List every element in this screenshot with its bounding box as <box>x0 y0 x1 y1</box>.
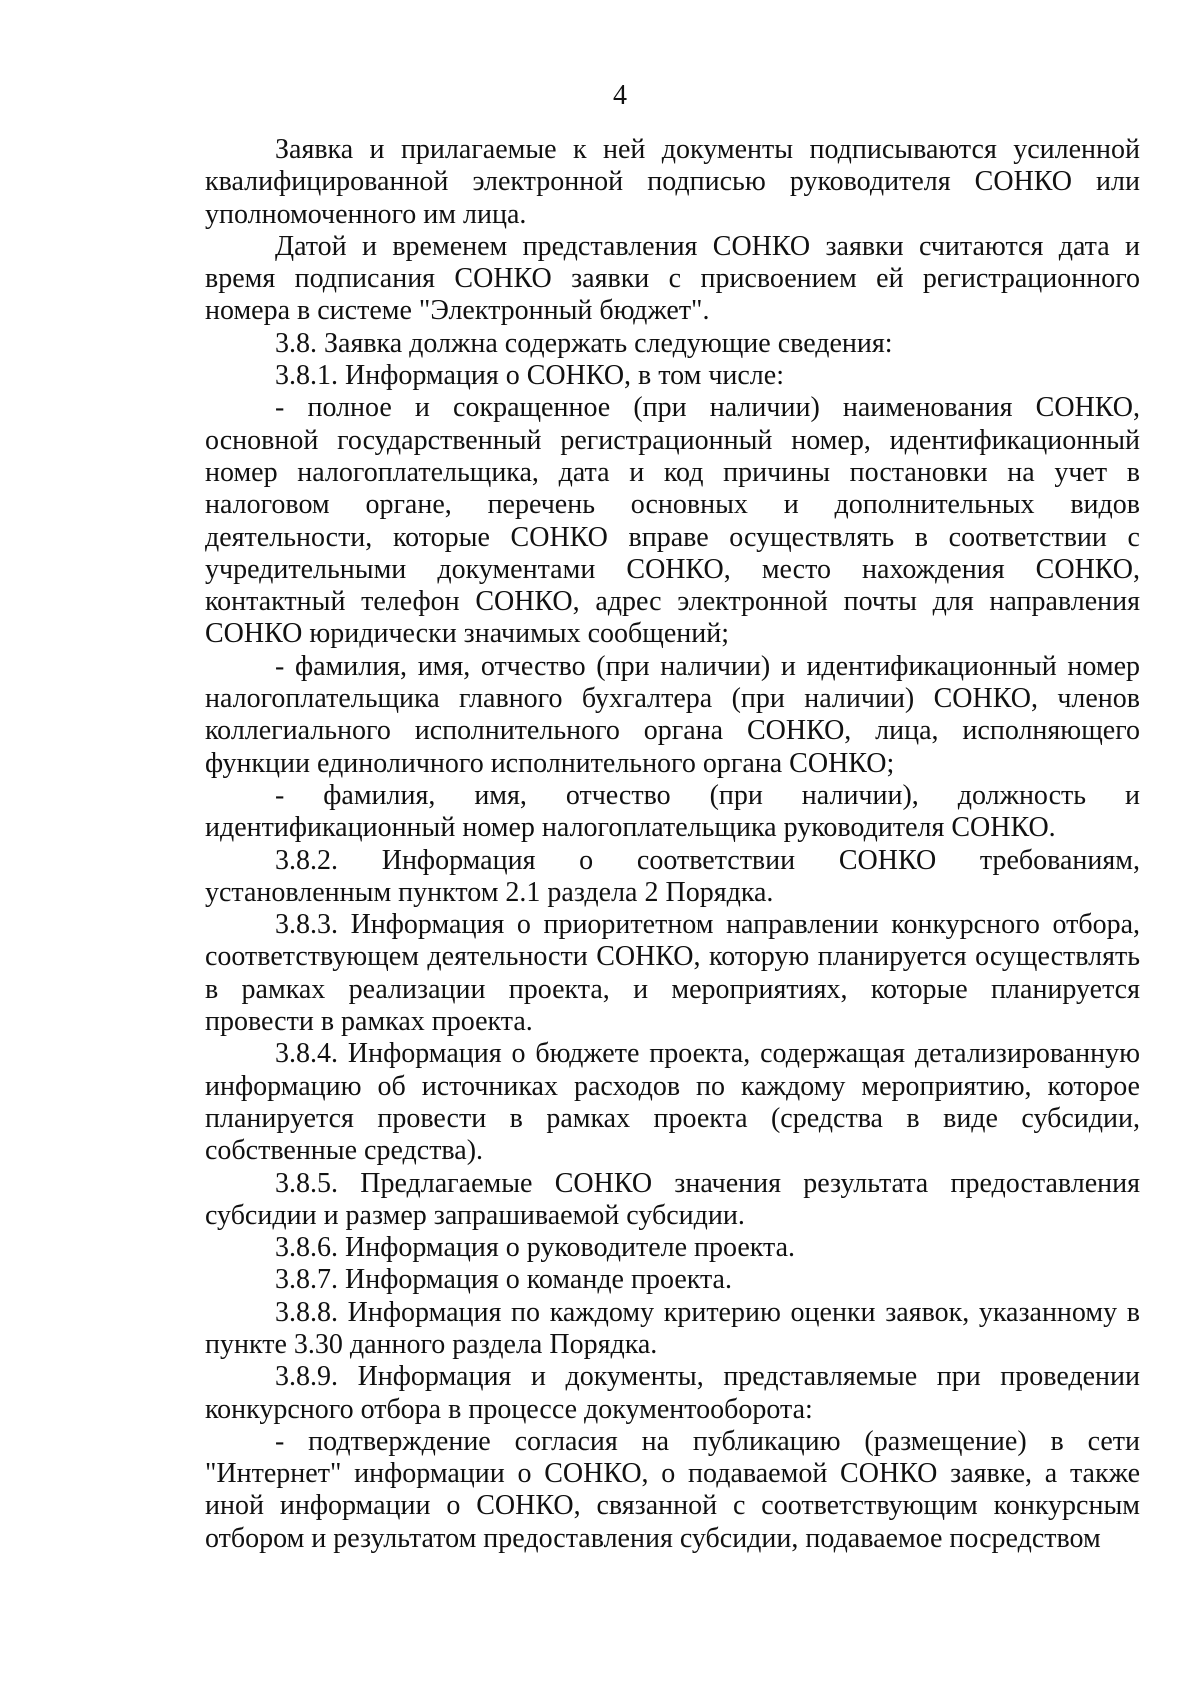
paragraph-3-8-2: 3.8.2. Информация о соответствии СОНКО требованиям, установленным пунктом 2.1 раздела 2 Порядка. <box>205 844 1140 908</box>
list-item-publication-consent: - подтверждение согласия на публикацию (размещение) в сети "Интернет" информации о СОНКО, о подаваемой СОНКО заявке, а также иной информации о СОНКО, связанной с соответствующим конкурсным отбором и результатом предоставления субсидии, подаваемое посредством <box>205 1425 1140 1554</box>
paragraph-signature: Заявка и прилагаемые к ней документы подписываются усиленной квалифицированной электронной подписью руководителя СОНКО или уполномоченного им лица. <box>205 134 1140 230</box>
paragraph-3-8-1: 3.8.1. Информация о СОНКО, в том числе: <box>275 360 784 392</box>
list-item-organization-details: - полное и сокращенное (при наличии) наименования СОНКО, основной государственный регистрационный номер, идентификационный номер налогоплательщика, дата и код причины постановки на учет в налоговом органе, перечень основных и дополнительных видов деятельности, которые СОНКО вправе осуществлять в соответствии с учредительными документами СОНКО, место нахождения СОНКО, контактный телефон СОНКО, адрес электронной почты для направления СОНКО юридически значимых сообщений; <box>205 392 1140 650</box>
paragraph-3-8-4: 3.8.4. Информация о бюджете проекта, содержащая детализированную информацию об источниках расходов по каждому мероприятию, которое планируется провести в рамках проекта (средства в виде субсидии, собственные средства). <box>205 1038 1140 1167</box>
paragraph-3-8-9: 3.8.9. Информация и документы, представляемые при проведении конкурсного отбора в процессе документооборота: <box>205 1361 1140 1425</box>
paragraph-3-8-3: 3.8.3. Информация о приоритетном направлении конкурсного отбора, соответствующем деятельности СОНКО, которую планируется осуществлять в рамках реализации проекта, и мероприятиях, которые планируется провести в рамках проекта. <box>205 909 1140 1038</box>
list-item-accountant-details: - фамилия, имя, отчество (при наличии) и идентификационный номер налогоплательщика главного бухгалтера (при наличии) СОНКО, членов коллегиального исполнительного органа СОНКО, лица, исполняющего функции единоличного исполнительного органа СОНКО; <box>205 650 1140 779</box>
paragraph-3-8-5: 3.8.5. Предлагаемые СОНКО значения результата предоставления субсидии и размер запрашиваемой субсидии. <box>205 1167 1140 1231</box>
paragraph-3-8-7: 3.8.7. Информация о команде проекта. <box>275 1264 732 1296</box>
list-item-director-details: - фамилия, имя, отчество (при наличии), должность и идентификационный номер налогоплательщика руководителя СОНКО. <box>205 779 1140 844</box>
paragraph-3-8: 3.8. Заявка должна содержать следующие сведения: <box>275 327 893 359</box>
page-number: 4 <box>613 80 627 111</box>
paragraph-3-8-6: 3.8.6. Информация о руководителе проекта. <box>275 1232 796 1264</box>
paragraph-submission-date: Датой и временем представления СОНКО заявки считаются дата и время подписания СОНКО заявки с присвоением ей регистрационного номера в системе "Электронный бюджет". <box>205 230 1140 327</box>
document-body <box>205 134 1140 1555</box>
paragraph-3-8-8: 3.8.8. Информация по каждому критерию оценки заявок, указанному в пункте 3.30 данного раздела Порядка. <box>205 1296 1140 1360</box>
